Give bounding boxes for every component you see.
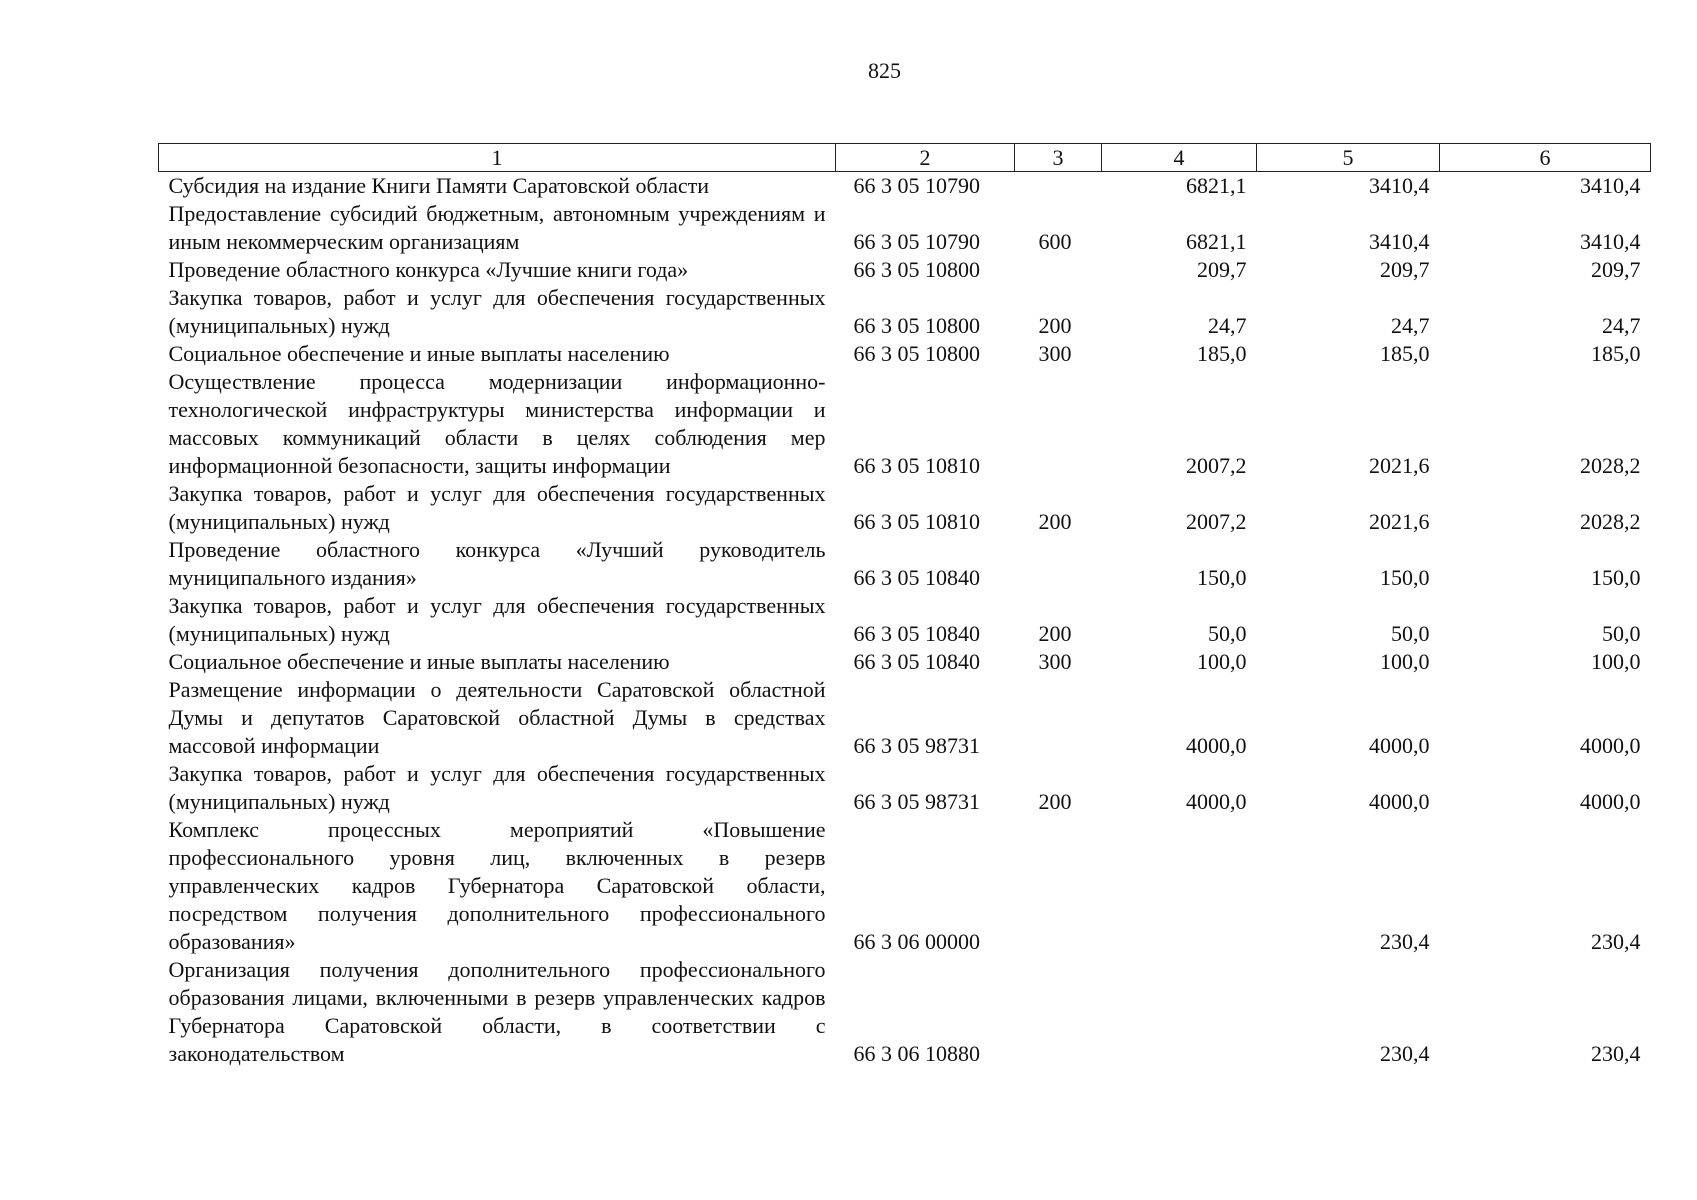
row-expense-type: 200 (1038, 789, 1072, 814)
row-target-code: 66 3 05 10840 (853, 649, 980, 674)
row-value-6: 150,0 (1591, 565, 1641, 590)
row-name: Закупка товаров, работ и услуг для обеспечения государственных (муниципальных) нужд (168, 481, 826, 534)
table-row (159, 676, 1651, 760)
table-row (159, 480, 1651, 536)
row-value-4: 2007,2 (1186, 453, 1247, 478)
table-row (159, 340, 1651, 368)
row-expense-type (1015, 368, 1102, 480)
row-value-5: 4000,0 (1369, 733, 1430, 758)
row-value-6: 50,0 (1602, 621, 1641, 646)
row-name: Закупка товаров, работ и услуг для обеспечения государственных (муниципальных) нужд (168, 285, 826, 338)
table-row (159, 648, 1651, 676)
row-target-code: 66 3 05 98731 (853, 789, 980, 814)
row-value-6: 4000,0 (1580, 789, 1641, 814)
row-value-5: 230,4 (1380, 929, 1430, 954)
row-expense-type (1015, 256, 1102, 284)
table-row (159, 816, 1651, 956)
row-value-6: 209,7 (1591, 257, 1641, 282)
row-expense-type (1015, 536, 1102, 592)
row-value-5: 3410,4 (1369, 173, 1430, 198)
row-value-5: 24,7 (1391, 313, 1430, 338)
table-row (159, 368, 1651, 480)
table-row (159, 284, 1651, 340)
row-value-6: 100,0 (1591, 649, 1641, 674)
row-target-code: 66 3 05 10790 (853, 173, 980, 198)
table-row (159, 256, 1651, 284)
table-row (159, 172, 1651, 201)
row-target-code: 66 3 06 00000 (853, 929, 980, 954)
row-value-6: 2028,2 (1580, 509, 1641, 534)
row-value-4: 209,7 (1197, 257, 1247, 282)
row-value-4 (1102, 816, 1257, 956)
row-name: Организация получения дополнительного профессионального образования лицами, включенными в резерв управленческих кадров Губернатора Саратовской области, в соответствии с законодательством (168, 957, 826, 1066)
row-target-code: 66 3 05 10800 (853, 313, 980, 338)
row-value-4: 185,0 (1197, 341, 1247, 366)
row-value-4: 24,7 (1208, 313, 1247, 338)
column-header-6: 6 (1440, 144, 1651, 172)
row-name: Социальное обеспечение и иные выплаты населению (168, 649, 670, 674)
row-value-4: 6821,1 (1186, 173, 1247, 198)
row-value-4 (1102, 956, 1257, 1068)
row-target-code: 66 3 05 10800 (853, 257, 980, 282)
row-value-6: 230,4 (1591, 929, 1641, 954)
row-value-5: 209,7 (1380, 257, 1430, 282)
row-target-code: 66 3 05 10800 (853, 341, 980, 366)
row-target-code: 66 3 05 10810 (853, 509, 980, 534)
row-target-code: 66 3 05 10810 (853, 453, 980, 478)
row-value-5: 150,0 (1380, 565, 1430, 590)
row-expense-type: 300 (1038, 341, 1072, 366)
row-name: Закупка товаров, работ и услуг для обеспечения государственных (муниципальных) нужд (168, 593, 826, 646)
row-value-5: 185,0 (1380, 341, 1430, 366)
row-value-6: 3410,4 (1580, 173, 1641, 198)
table-row (159, 536, 1651, 592)
row-expense-type (1015, 172, 1102, 201)
table-row (159, 760, 1651, 816)
row-value-6: 2028,2 (1580, 453, 1641, 478)
row-value-4: 2007,2 (1186, 509, 1247, 534)
row-value-6: 230,4 (1591, 1041, 1641, 1066)
row-expense-type: 200 (1038, 313, 1072, 338)
row-name: Размещение информации о деятельности Саратовской областной Думы и депутатов Саратовской областной Думы в средствах массовой информации (168, 677, 826, 758)
row-expense-type: 200 (1038, 621, 1072, 646)
row-expense-type (1015, 816, 1102, 956)
row-value-5: 50,0 (1391, 621, 1430, 646)
row-value-5: 2021,6 (1369, 509, 1430, 534)
row-name: Закупка товаров, работ и услуг для обеспечения государственных (муниципальных) нужд (168, 761, 826, 814)
column-header-4: 4 (1102, 144, 1257, 172)
row-name: Проведение областного конкурса «Лучшие книги года» (168, 257, 689, 282)
column-header-3: 3 (1015, 144, 1102, 172)
row-value-5: 2021,6 (1369, 453, 1430, 478)
row-expense-type: 600 (1038, 229, 1072, 254)
row-value-5: 3410,4 (1369, 229, 1430, 254)
row-value-4: 4000,0 (1186, 789, 1247, 814)
row-target-code: 66 3 05 10790 (853, 229, 980, 254)
row-name: Социальное обеспечение и иные выплаты населению (168, 341, 670, 366)
row-expense-type (1015, 676, 1102, 760)
column-header-2: 2 (836, 144, 1015, 172)
row-name: Комплекс процессных мероприятий «Повышение профессионального уровня лиц, включенных в резерв управленческих кадров Губернатора Саратовской области, посредством получения дополнительного профессионального образования» (168, 817, 826, 954)
row-name: Проведение областного конкурса «Лучший руководитель муниципального издания» (168, 537, 826, 590)
row-target-code: 66 3 05 10840 (853, 565, 980, 590)
column-header-1: 1 (159, 144, 836, 172)
row-value-4: 4000,0 (1186, 733, 1247, 758)
row-target-code: 66 3 06 10880 (853, 1041, 980, 1066)
row-value-4: 50,0 (1208, 621, 1247, 646)
column-header-5: 5 (1257, 144, 1440, 172)
row-name: Субсидия на издание Книги Памяти Саратовской области (168, 173, 709, 198)
row-value-5: 4000,0 (1369, 789, 1430, 814)
row-target-code: 66 3 05 98731 (853, 733, 980, 758)
row-value-4: 6821,1 (1186, 229, 1247, 254)
row-value-5: 230,4 (1380, 1041, 1430, 1066)
row-value-6: 24,7 (1602, 313, 1641, 338)
row-target-code: 66 3 05 10840 (853, 621, 980, 646)
table-row (159, 200, 1651, 256)
row-expense-type (1015, 956, 1102, 1068)
row-value-6: 185,0 (1591, 341, 1641, 366)
row-expense-type: 200 (1038, 509, 1072, 534)
budget-table (158, 143, 1651, 1068)
row-value-4: 100,0 (1197, 649, 1247, 674)
table-row (159, 592, 1651, 648)
table-header-row (159, 144, 1651, 172)
table-row (159, 956, 1651, 1068)
row-name: Осуществление процесса модернизации информационно-технологической инфраструктуры министерства информации и массовых коммуникаций области в целях соблюдения мер информационной безопасности, защиты информации (168, 369, 826, 478)
row-value-4: 150,0 (1197, 565, 1247, 590)
row-name: Предоставление субсидий бюджетным, автономным учреждениям и иным некоммерческим организациям (168, 201, 826, 254)
row-value-5: 100,0 (1380, 649, 1430, 674)
row-value-6: 4000,0 (1580, 733, 1641, 758)
row-expense-type: 300 (1038, 649, 1072, 674)
row-value-6: 3410,4 (1580, 229, 1641, 254)
page-number: 825 (868, 58, 901, 83)
